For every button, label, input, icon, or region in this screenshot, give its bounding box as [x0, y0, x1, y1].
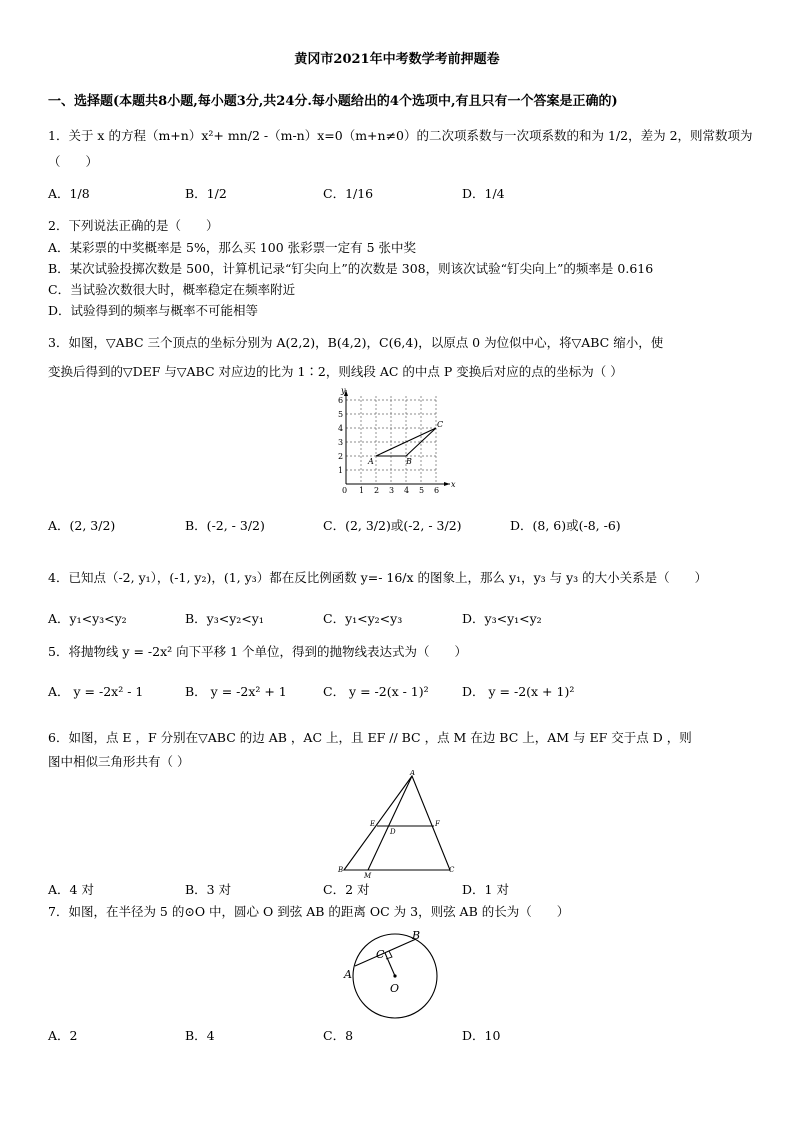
q3-x-tick: 3	[389, 486, 395, 495]
q6-option-a: A．4 对	[48, 882, 94, 897]
q6-point-d-label: D	[390, 828, 396, 836]
q3-point-a-label: A	[368, 457, 374, 466]
q5-option-b: B． y = -2x² + 1	[185, 684, 287, 699]
q4-option-a: A．y₁<y₃<y₂	[48, 611, 127, 626]
q3-y-tick: 2	[338, 452, 344, 461]
q3-x-tick: 2	[374, 486, 380, 495]
q4-stem: 4．已知点（-2, y₁），(-1, y₂)，(1, y₃）都在反比例函数 y=- 16/x 的图象上，那么 y₁，y₃ 与 y₃ 的大小关系是（ ）	[48, 570, 708, 585]
q3-y-tick: 5	[338, 410, 344, 419]
q6-point-f-label: F	[435, 820, 440, 828]
q2-option-c: C．当试验次数很大时，概率稳定在频率附近	[48, 282, 296, 297]
q6-point-b-label: B	[338, 866, 344, 874]
q3-x-tick: 5	[419, 486, 425, 495]
q3-origin-label: 0	[342, 486, 348, 495]
q3-point-c-label: C	[437, 420, 444, 429]
q5-option-a: A． y = -2x² - 1	[48, 684, 144, 699]
q5-stem: 5．将抛物线 y = -2x² 向下平移 1 个单位，得到的抛物线表达式为（ ）	[48, 644, 468, 659]
q4-option-d: D．y₃<y₁<y₂	[462, 611, 542, 626]
q3-option-c: C．(2, 3/2)或(-2, - 3/2)	[323, 518, 462, 533]
q3-axis-x-label: x	[451, 480, 456, 489]
q7-option-c: C．8	[323, 1028, 354, 1043]
q1-option-a: A．1/8	[48, 186, 90, 201]
q5-option-d: D． y = -2(x + 1)²	[462, 684, 575, 699]
q3-point-b-label: B	[406, 457, 412, 466]
q1-stem-line1: 1．关于 x 的方程（m+n）x²+ mn/2 -（m-n）x=0（m+n≠0）的二次项系数与一次项系数的和为 1/2，差为 2，则常数项为	[48, 128, 753, 143]
q2-option-a: A．某彩票的中奖概率是 5%，那么买 100 张彩票一定有 5 张中奖	[48, 240, 417, 255]
q6-stem-line2: 图中相似三角形共有（ ）	[48, 754, 190, 769]
q3-x-tick: 6	[434, 486, 440, 495]
q2-option-b: B．某次试验投掷次数是 500，计算机记录“钉尖向上”的次数是 308，则该次试验“钉尖向上”的频率是 0.616	[48, 261, 654, 276]
q2-stem: 2．下列说法正确的是（ ）	[48, 218, 219, 233]
q6-option-d: D．1 对	[462, 882, 509, 897]
q6-point-a-label: A	[410, 770, 416, 777]
q2-option-d: D．试验得到的频率与概率不可能相等	[48, 303, 259, 318]
q6-point-c-label: C	[449, 866, 455, 874]
q7-option-b: B．4	[185, 1028, 215, 1043]
q7-point-b-label: B	[412, 929, 421, 942]
q3-option-d: D．(8, 6)或(-8, -6)	[510, 518, 621, 533]
q1-option-c: C．1/16	[323, 186, 374, 201]
q3-option-b: B．(-2, - 3/2)	[185, 518, 265, 533]
q3-y-tick: 6	[338, 396, 344, 405]
q4-option-c: C．y₁<y₂<y₃	[323, 611, 403, 626]
q7-option-d: D．10	[462, 1028, 501, 1043]
section-heading: 一、选择题(本题共8小题,每小题3分,共24分.每小题给出的4个选项中,有且只有一个答案是正确的)	[48, 94, 618, 109]
q3-x-tick: 4	[404, 486, 410, 495]
q7-circle-figure	[338, 926, 448, 1026]
q4-option-b: B．y₃<y₂<y₁	[185, 611, 264, 626]
q3-axis-y-label: y	[341, 386, 346, 395]
q7-point-c-label: C	[376, 948, 385, 961]
q7-option-a: A．2	[48, 1028, 78, 1043]
q6-option-b: B．3 对	[185, 882, 232, 897]
q5-option-c: C． y = -2(x - 1)²	[323, 684, 429, 699]
q1-option-b: B．1/2	[185, 186, 227, 201]
q7-point-o-label: O	[390, 982, 400, 995]
q6-option-c: C．2 对	[323, 882, 370, 897]
q3-y-tick: 3	[338, 438, 344, 447]
q7-point-a-label: A	[344, 968, 352, 981]
q3-y-tick: 1	[338, 466, 344, 475]
q3-x-tick: 1	[359, 486, 365, 495]
page-title: 黄冈市2021年中考数学考前押题卷	[294, 52, 500, 67]
q3-coordinate-figure	[330, 386, 460, 496]
q3-stem-line2: 变换后得到的▽DEF 与▽ABC 对应边的比为 1∶2，则线段 AC 的中点 P 变换后对应的点的坐标为（ ）	[48, 364, 623, 379]
q7-stem: 7．如图，在半径为 5 的⊙O 中，圆心 O 到弦 AB 的距离 OC 为 3，则弦 AB 的长为（ ）	[48, 904, 570, 919]
q3-y-tick: 4	[338, 424, 344, 433]
q3-stem-line1: 3．如图，▽ABC 三个顶点的坐标分别为 A(2,2)，B(4,2)，C(6,4)，以原点 0 为位似中心，将▽ABC 缩小，使	[48, 335, 664, 350]
q6-point-m-label: M	[364, 872, 372, 880]
q6-point-e-label: E	[370, 820, 376, 828]
q6-triangle-figure	[332, 770, 462, 880]
q6-stem-line1: 6．如图，点 E ，F 分别在▽ABC 的边 AB ，AC 上，且 EF // BC ，点 M 在边 BC 上，AM 与 EF 交于点 D ，则	[48, 730, 692, 745]
q3-option-a: A．(2, 3/2)	[48, 518, 116, 533]
q1-stem-line2: （ ）	[48, 154, 99, 169]
q1-option-d: D．1/4	[462, 186, 505, 201]
